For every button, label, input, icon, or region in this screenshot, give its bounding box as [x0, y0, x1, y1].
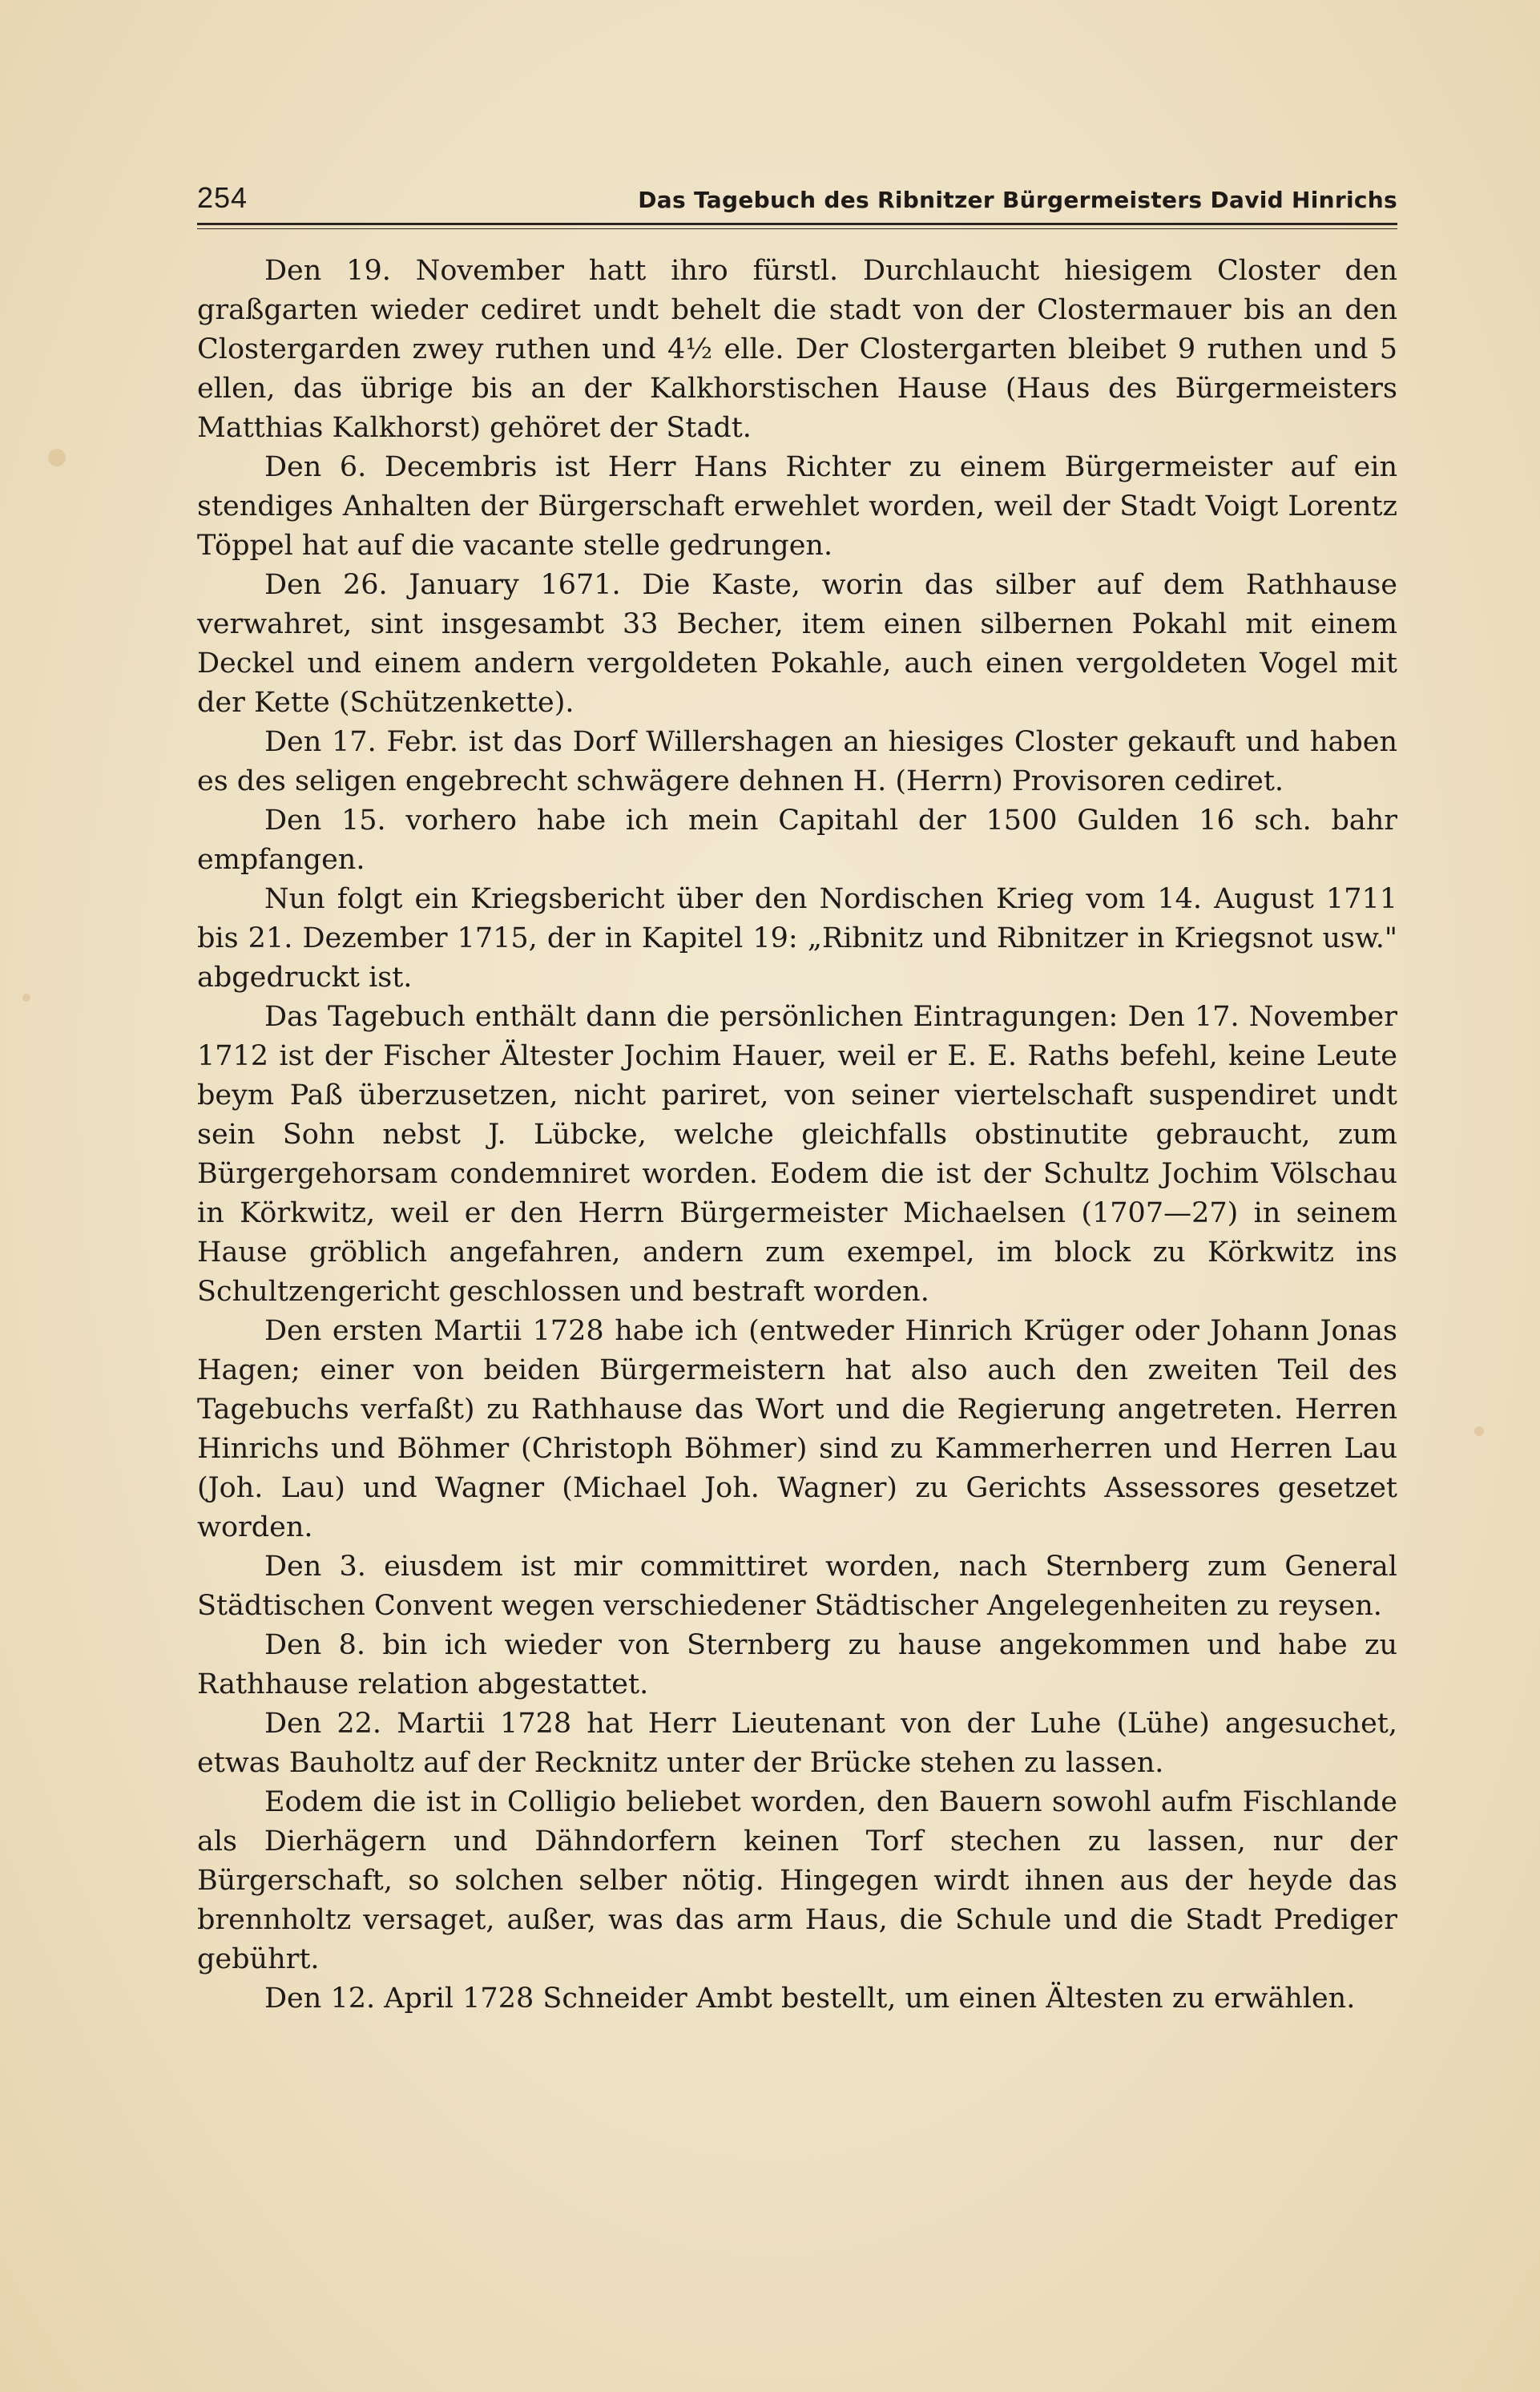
paragraph: Den 8. bin ich wieder von Sternberg zu hause angekommen und habe zu Rathhause relation abgestattet. [197, 1629, 1397, 1700]
paragraph: Den 15. vorhero habe ich mein Capitahl der 1500 Gulden 16 sch. bahr empfangen. [197, 805, 1397, 876]
paragraph: Den ersten Martii 1728 habe ich (entweder Hinrich Krüger oder Johann Jonas Hagen; einer von beiden Bürgermeistern hat also auch den zweiten Teil des Tagebuchs verfaßt) zu Rathhause das Wort und die Regierung angetreten. Herren Hinrichs und Böhmer (Christoph Böhmer) sind zu Kammerherren und Herren Lau (Joh. Lau) und Wagner (Michael Joh. Wagner) zu Gerichts Assessores gesetzet worden. [197, 1315, 1397, 1543]
paragraph: Eodem die ist in Colligio beliebet worden, den Bauern sowohl aufm Fischlande als Dierhägern und Dähndorfern keinen Torf stechen zu lassen, nur der Bürgerschaft, so solchen selber nötig. Hingegen wirdt ihnen aus der heyde das brennholtz versaget, außer, was das arm Haus, die Schule und die Stadt Prediger gebührt. [197, 1786, 1397, 1975]
paragraph: Den 12. April 1728 Schneider Ambt bestellt, um einen Ältesten zu erwählen. [264, 1983, 1356, 2015]
paper-stain [48, 449, 66, 466]
header-rule [197, 223, 1397, 229]
paragraph: Den 22. Martii 1728 hat Herr Lieutenant von der Luhe (Lühe) angesuchet, etwas Bauholtz auf der Recknitz unter der Brücke stehen zu lassen. [197, 1708, 1397, 1779]
book-page [197, 181, 1397, 2019]
paragraph: Den 19. November hatt ihro fürstl. Durchlaucht hiesigem Closter den graßgarten wieder cediret undt behelt die stadt von der Clostermauer bis an den Clostergarden zwey ruthen und 4½ elle. Der Clostergarten bleibet 9 ruthen und 5 ellen, das übrige bis an der Kalkhorstischen Hause (Haus des Bürgermeisters Matthias Kalkhorst) gehöret der Stadt. [197, 255, 1397, 444]
page-number: 254 [197, 181, 248, 214]
running-head: Das Tagebuch des Ribnitzer Bürgermeisters David Hinrichs [638, 187, 1397, 213]
paragraph: Den 26. January 1671. Die Kaste, worin das silber auf dem Rathhause verwahret, sint insgesambt 33 Becher, item einen silbernen Pokahl mit einem Deckel und einem andern vergoldeten Pokahle, auch einen vergoldeten Vogel mit der Kette (Schützenkette). [197, 569, 1397, 719]
paragraph: Den 17. Febr. ist das Dorf Willershagen an hiesiges Closter gekauft und haben es des seligen engebrecht schwägere dehnen H. (Herrn) Provisoren cediret. [197, 726, 1397, 797]
page-header [197, 181, 1397, 213]
paragraph: Nun folgt ein Kriegsbericht über den Nordischen Krieg vom 14. August 1711 bis 21. Dezember 1715, der in Kapitel 19: „Ribnitz und Ribnitzer in Kriegsnot usw." abgedruckt ist. [197, 883, 1397, 994]
paper-stain [22, 994, 30, 1002]
paragraph: Den 3. eiusdem ist mir committiret worden, nach Sternberg zum General Städtischen Convent wegen verschiedener Städtischer Angelegenheiten zu reysen. [197, 1551, 1397, 1622]
paper-stain [1474, 1426, 1484, 1436]
paragraph: Den 6. Decembris ist Herr Hans Richter zu einem Bürgermeister auf ein stendiges Anhalten der Bürgerschaft erwehlet worden, weil der Stadt Voigt Lorentz Töppel hat auf die vacante stelle gedrungen. [197, 451, 1397, 562]
body-text [197, 252, 1397, 2019]
paragraph: Das Tagebuch enthält dann die persönlichen Eintragungen: Den 17. November 1712 ist der Fischer Ältester Jochim Hauer, weil er E. E. Raths befehl, keine Leute beym Paß überzusetzen, nicht pariret, von seiner viertelschaft suspendiret undt sein Sohn nebst J. Lübcke, welche gleichfalls obstinutite gebraucht, zum Bürgergehorsam condemniret worden. Eodem die ist der Schultz Jochim Völschau in Körkwitz, weil er den Herrn Bürgermeister Michaelsen (1707—27) in seinem Hause gröblich angefahren, andern zum exempel, im block zu Körkwitz ins Schultzengericht geschlossen und bestraft worden. [197, 1001, 1397, 1308]
